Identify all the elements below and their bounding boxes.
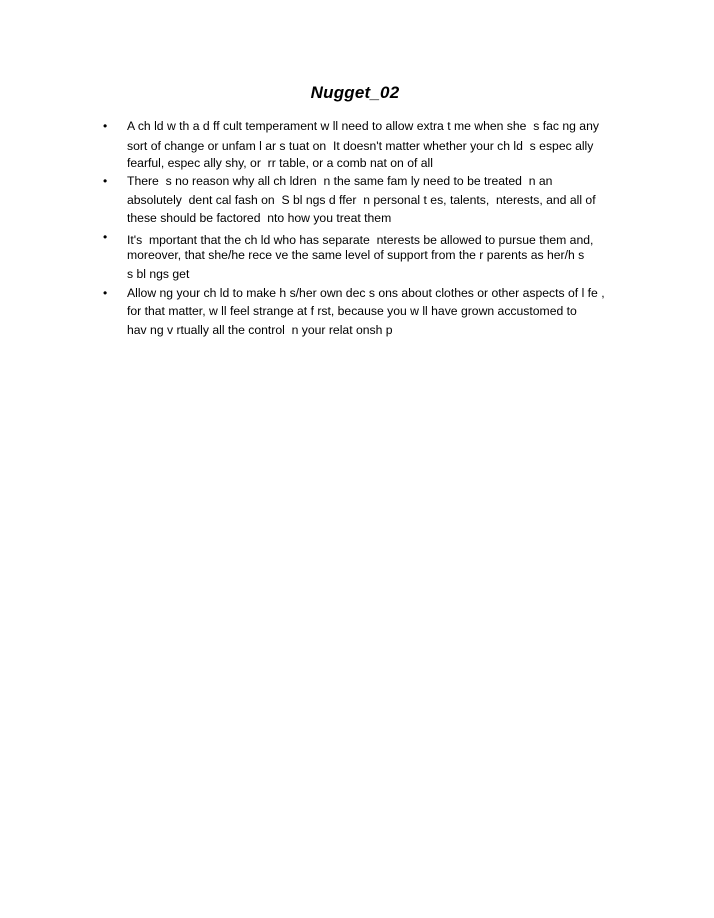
document-title-text: Nugget_02 xyxy=(310,83,400,102)
bullet-line: these should be factored nto how you treat them xyxy=(127,211,392,225)
bullet-line: absolutely dent cal fash on S bl ngs d ffer n personal t es, talents, nterests, and all of xyxy=(127,193,596,207)
document-title xyxy=(0,83,714,103)
bullet-line: There s no reason why all ch ldren n the same fam ly need to be treated n an xyxy=(127,174,553,188)
bullet-line: sort of change or unfam l ar s tuat on It doesn't matter whether your ch ld s espec ally xyxy=(127,139,594,153)
bullet-line: for that matter, w ll feel strange at f rst, because you w ll have grown accustomed to xyxy=(127,304,577,318)
bullet-dot-icon: • xyxy=(103,119,108,133)
bullet-dot-icon: • xyxy=(103,286,108,300)
bullet-line: It's mportant that the ch ld who has separate nterests be allowed to pursue them and, xyxy=(127,233,594,247)
bullet-line: Allow ng your ch ld to make h s/her own dec s ons about clothes or other aspects of l fe , xyxy=(127,286,605,300)
bullet-dot-icon: • xyxy=(103,174,108,188)
bullet-line: s bl ngs get xyxy=(127,267,190,281)
bullet-line: A ch ld w th a d ff cult temperament w ll need to allow extra t me when she s fac ng any xyxy=(127,119,599,133)
bullet-line: hav ng v rtually all the control n your relat onsh p xyxy=(127,323,393,337)
bullet-line: moreover, that she/he rece ve the same level of support from the r parents as her/h s xyxy=(127,248,585,262)
bullet-line: fearful, espec ally shy, or rr table, or a comb nat on of all xyxy=(127,156,433,170)
bullet-dot-icon: • xyxy=(103,230,108,244)
